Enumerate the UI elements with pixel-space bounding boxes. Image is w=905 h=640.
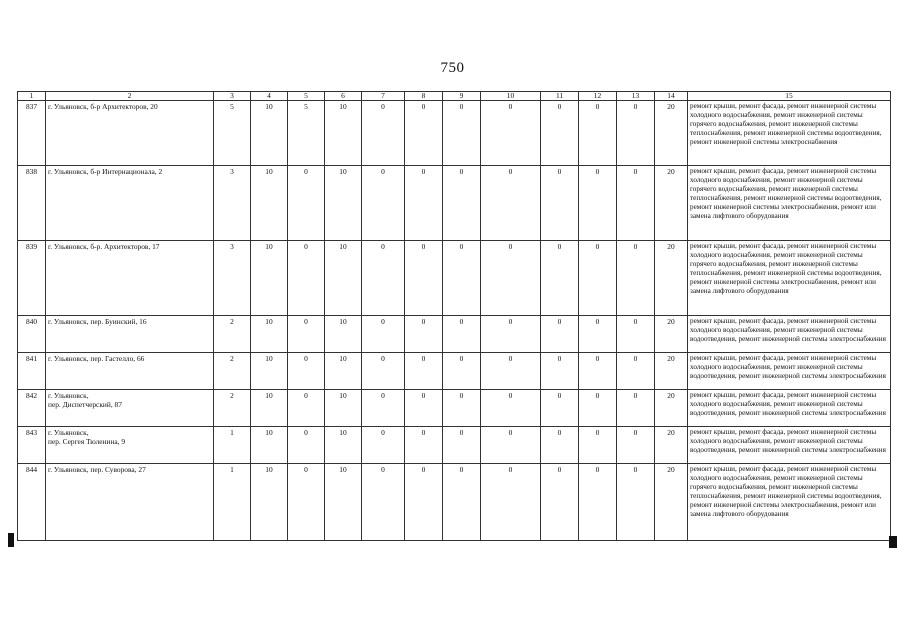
value-cell: 10 — [251, 464, 288, 541]
value-cell: 0 — [288, 353, 325, 390]
table-row — [18, 427, 891, 464]
value-cell: 20 — [655, 427, 688, 464]
value-cell: 0 — [443, 353, 481, 390]
address-cell: г. Ульяновск, пер. Буинский, 16 — [46, 316, 214, 353]
value-cell: 20 — [655, 241, 688, 316]
address-line-2: пер. Сергея Тюленина, 9 — [48, 437, 126, 446]
value-cell: 0 — [362, 390, 405, 427]
works-cell: ремонт крыши, ремонт фасада, ремонт инженерной системы холодного водоснабжения, ремонт инженерной системы горячего водоснабжения, ремонт инженерной системы теплоснабжения, ремонт инженерной системы водоотведения, ремонт инженерной системы электроснабжения, ремонт или замена лифтового оборудования — [688, 464, 891, 541]
value-cell: 0 — [362, 353, 405, 390]
value-cell: 0 — [405, 316, 443, 353]
value-cell: 0 — [617, 101, 655, 166]
value-cell: 5 — [214, 101, 251, 166]
value-cell: 0 — [617, 464, 655, 541]
row-number: 841 — [18, 353, 46, 390]
address-line-1: г. Ульяновск, — [48, 391, 89, 400]
value-cell: 0 — [362, 316, 405, 353]
value-cell: 0 — [579, 464, 617, 541]
works-cell: ремонт крыши, ремонт фасада, ремонт инженерной системы холодного водоснабжения, ремонт инженерной системы горячего водоснабжения, ремонт инженерной системы теплоснабжения, ремонт инженерной системы водоотведения, ремонт инженерной системы электроснабжения — [688, 101, 891, 166]
row-number: 840 — [18, 316, 46, 353]
value-cell: 10 — [325, 166, 362, 241]
works-cell: ремонт крыши, ремонт фасада, ремонт инженерной системы холодного водоснабжения, ремонт инженерной системы горячего водоснабжения, ремонт инженерной системы теплоснабжения, ремонт инженерной системы водоотведения, ремонт инженерной системы электроснабжения, ремонт или замена лифтового оборудования — [688, 241, 891, 316]
address-cell — [46, 390, 214, 427]
value-cell: 10 — [325, 427, 362, 464]
value-cell: 0 — [541, 427, 579, 464]
value-cell: 10 — [251, 316, 288, 353]
value-cell: 10 — [325, 390, 362, 427]
value-cell: 0 — [443, 166, 481, 241]
value-cell: 0 — [443, 241, 481, 316]
value-cell: 0 — [288, 390, 325, 427]
column-header: 12 — [579, 92, 617, 101]
scan-mark-left — [8, 533, 14, 547]
value-cell: 20 — [655, 101, 688, 166]
value-cell: 0 — [541, 101, 579, 166]
column-header: 15 — [688, 92, 891, 101]
row-number: 837 — [18, 101, 46, 166]
address-cell: г. Ульяновск, пер. Гастелло, 66 — [46, 353, 214, 390]
page-number: 750 — [440, 60, 465, 76]
value-cell: 0 — [541, 353, 579, 390]
value-cell: 10 — [325, 316, 362, 353]
value-cell: 20 — [655, 390, 688, 427]
row-number: 838 — [18, 166, 46, 241]
value-cell: 10 — [325, 241, 362, 316]
value-cell: 0 — [541, 166, 579, 241]
value-cell: 0 — [443, 390, 481, 427]
value-cell: 2 — [214, 390, 251, 427]
value-cell: 0 — [405, 166, 443, 241]
address-cell: г. Ульяновск, б-р. Архитекторов, 17 — [46, 241, 214, 316]
value-cell: 0 — [481, 316, 541, 353]
value-cell: 10 — [325, 464, 362, 541]
value-cell: 1 — [214, 427, 251, 464]
value-cell: 0 — [579, 390, 617, 427]
value-cell: 0 — [362, 464, 405, 541]
value-cell: 0 — [617, 166, 655, 241]
value-cell: 0 — [579, 101, 617, 166]
table-row — [18, 464, 891, 541]
address-cell — [46, 427, 214, 464]
value-cell: 0 — [617, 427, 655, 464]
table-row — [18, 316, 891, 353]
value-cell: 0 — [443, 316, 481, 353]
works-cell: ремонт крыши, ремонт фасада, ремонт инженерной системы холодного водоснабжения, ремонт инженерной системы водоотведения, ремонт инженерной системы электроснабжения — [688, 390, 891, 427]
column-header: 2 — [46, 92, 214, 101]
value-cell: 0 — [579, 166, 617, 241]
column-header: 10 — [481, 92, 541, 101]
column-header: 4 — [251, 92, 288, 101]
value-cell: 0 — [288, 241, 325, 316]
value-cell: 0 — [362, 101, 405, 166]
value-cell: 0 — [617, 390, 655, 427]
address-cell: г. Ульяновск, б-р Интернационала, 2 — [46, 166, 214, 241]
column-header: 1 — [18, 92, 46, 101]
value-cell: 0 — [405, 353, 443, 390]
value-cell: 0 — [288, 427, 325, 464]
value-cell: 0 — [481, 166, 541, 241]
value-cell: 0 — [481, 390, 541, 427]
value-cell: 0 — [481, 353, 541, 390]
value-cell: 5 — [288, 101, 325, 166]
value-cell: 10 — [325, 101, 362, 166]
value-cell: 0 — [579, 353, 617, 390]
table-row — [18, 353, 891, 390]
value-cell: 0 — [443, 464, 481, 541]
value-cell: 10 — [251, 241, 288, 316]
table-row — [18, 101, 891, 166]
column-header: 5 — [288, 92, 325, 101]
column-header: 7 — [362, 92, 405, 101]
value-cell: 0 — [617, 316, 655, 353]
column-header: 3 — [214, 92, 251, 101]
value-cell: 20 — [655, 353, 688, 390]
value-cell: 0 — [617, 241, 655, 316]
value-cell: 0 — [579, 241, 617, 316]
repair-schedule-table — [17, 91, 891, 541]
value-cell: 0 — [541, 316, 579, 353]
table-row — [18, 390, 891, 427]
column-header: 9 — [443, 92, 481, 101]
value-cell: 10 — [251, 166, 288, 241]
value-cell: 2 — [214, 353, 251, 390]
value-cell: 0 — [288, 166, 325, 241]
value-cell: 0 — [481, 464, 541, 541]
works-cell: ремонт крыши, ремонт фасада, ремонт инженерной системы холодного водоснабжения, ремонт инженерной системы водоотведения, ремонт инженерной системы электроснабжения — [688, 353, 891, 390]
address-cell: г. Ульяновск, б-р Архитекторов, 20 — [46, 101, 214, 166]
value-cell: 0 — [405, 101, 443, 166]
works-cell: ремонт крыши, ремонт фасада, ремонт инженерной системы холодного водоснабжения, ремонт инженерной системы горячего водоснабжения, ремонт инженерной системы теплоснабжения, ремонт инженерной системы водоотведения, ремонт инженерной системы электроснабжения, ремонт или замена лифтового оборудования — [688, 166, 891, 241]
table-row — [18, 166, 891, 241]
value-cell: 0 — [541, 464, 579, 541]
works-cell: ремонт крыши, ремонт фасада, ремонт инженерной системы холодного водоснабжения, ремонт инженерной системы водоотведения, ремонт инженерной системы электроснабжения — [688, 316, 891, 353]
table-row — [18, 241, 891, 316]
value-cell: 0 — [481, 241, 541, 316]
value-cell: 0 — [579, 427, 617, 464]
row-number: 842 — [18, 390, 46, 427]
address-cell: г. Ульяновск, пер. Суворова, 27 — [46, 464, 214, 541]
column-header: 14 — [655, 92, 688, 101]
value-cell: 20 — [655, 166, 688, 241]
value-cell: 10 — [251, 427, 288, 464]
value-cell: 0 — [362, 241, 405, 316]
value-cell: 10 — [251, 101, 288, 166]
value-cell: 0 — [288, 316, 325, 353]
value-cell: 0 — [288, 464, 325, 541]
scan-mark-right — [889, 536, 897, 548]
row-number: 839 — [18, 241, 46, 316]
value-cell: 3 — [214, 166, 251, 241]
row-number: 844 — [18, 464, 46, 541]
value-cell: 0 — [541, 241, 579, 316]
column-number-header-row — [18, 92, 891, 101]
value-cell: 0 — [405, 390, 443, 427]
address-line-1: г. Ульяновск, — [48, 428, 89, 437]
value-cell: 0 — [481, 101, 541, 166]
value-cell: 0 — [405, 464, 443, 541]
value-cell: 20 — [655, 316, 688, 353]
value-cell: 10 — [325, 353, 362, 390]
value-cell: 20 — [655, 464, 688, 541]
value-cell: 10 — [251, 353, 288, 390]
column-header: 11 — [541, 92, 579, 101]
value-cell: 1 — [214, 464, 251, 541]
value-cell: 0 — [405, 241, 443, 316]
value-cell: 2 — [214, 316, 251, 353]
value-cell: 10 — [251, 390, 288, 427]
value-cell: 0 — [541, 390, 579, 427]
value-cell: 0 — [443, 427, 481, 464]
works-cell: ремонт крыши, ремонт фасада, ремонт инженерной системы холодного водоснабжения, ремонт инженерной системы водоотведения, ремонт инженерной системы электроснабжения — [688, 427, 891, 464]
address-line-2: пер. Диспетчерский, 87 — [48, 400, 122, 409]
value-cell: 0 — [481, 427, 541, 464]
value-cell: 3 — [214, 241, 251, 316]
value-cell: 0 — [579, 316, 617, 353]
value-cell: 0 — [617, 353, 655, 390]
column-header: 8 — [405, 92, 443, 101]
value-cell: 0 — [405, 427, 443, 464]
column-header: 6 — [325, 92, 362, 101]
value-cell: 0 — [362, 166, 405, 241]
value-cell: 0 — [443, 101, 481, 166]
value-cell: 0 — [362, 427, 405, 464]
column-header: 13 — [617, 92, 655, 101]
row-number: 843 — [18, 427, 46, 464]
